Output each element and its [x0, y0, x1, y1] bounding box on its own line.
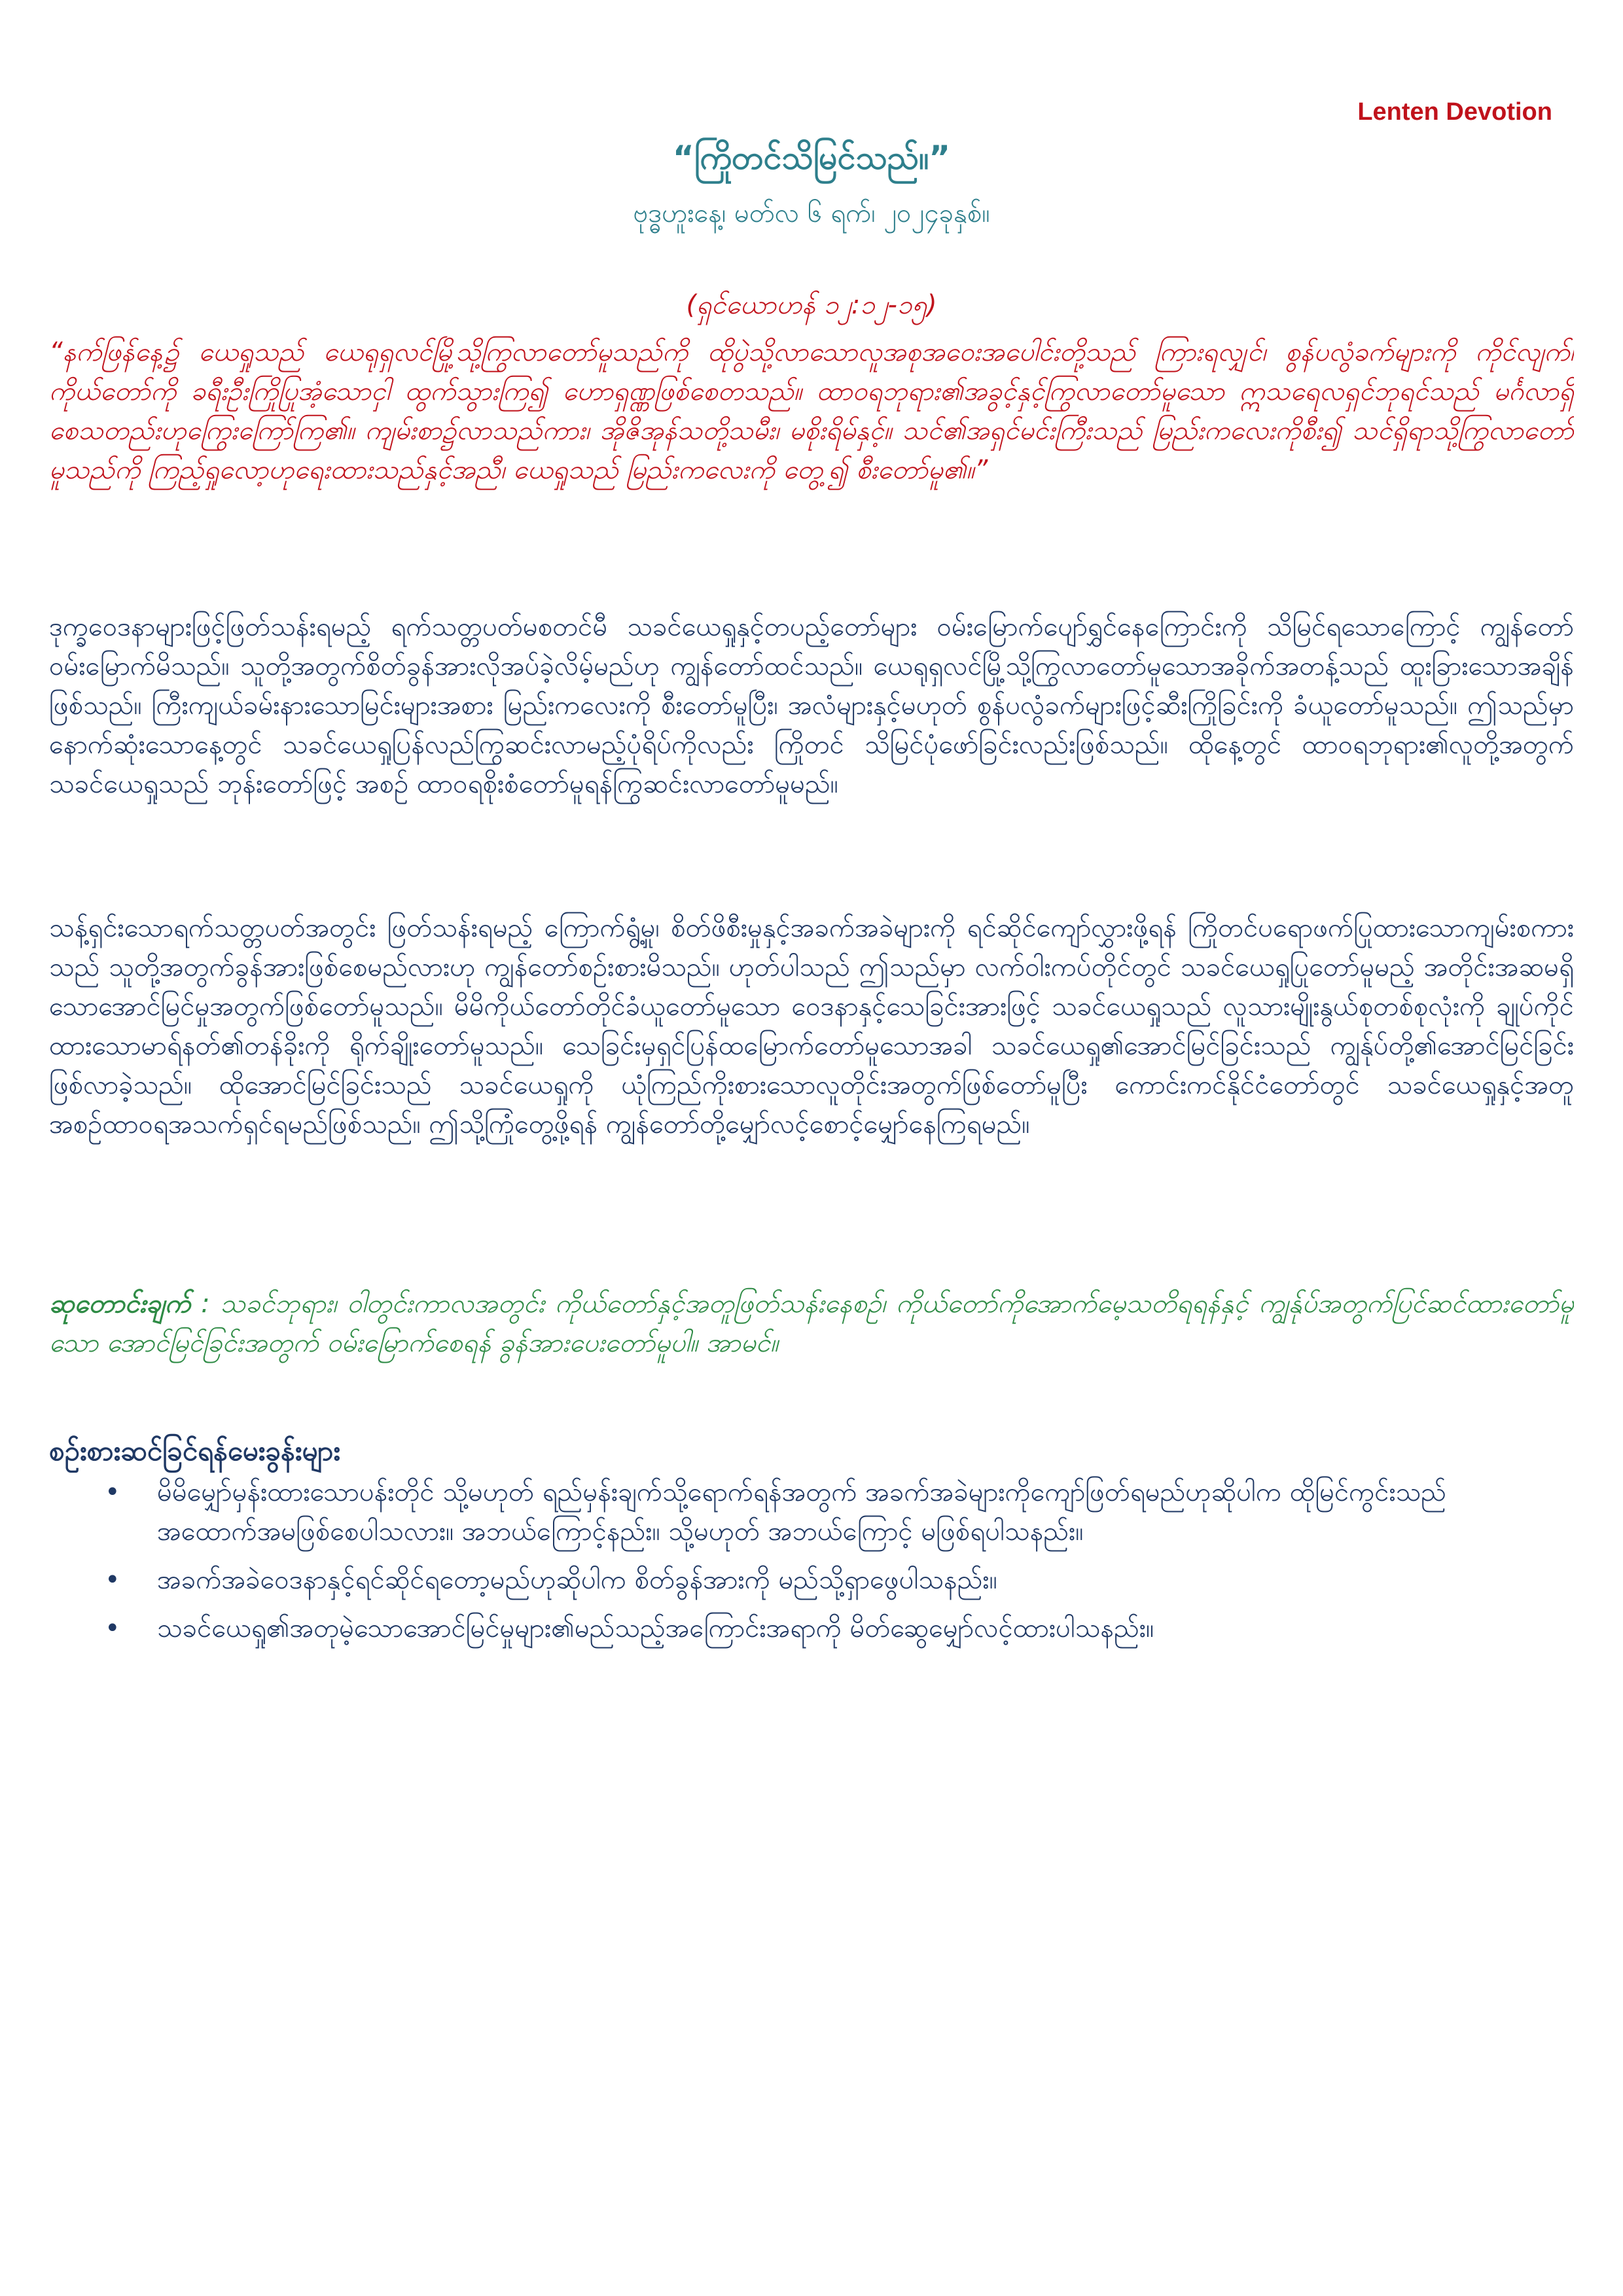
bullet-icon: • — [105, 1477, 120, 1507]
list-item — [105, 1473, 1574, 1551]
prayer-label: ဆုတောင်းချက် — [49, 1289, 191, 1319]
lenten-devotion-tag: Lenten Devotion — [1357, 98, 1552, 126]
prayer-separator: : — [190, 1289, 221, 1319]
body-paragraph-1: ဒုက္ခဝေဒနာများဖြင့်ဖြတ်သန်းရမည့် ရက်သတ္တပတ်မစတင်မီ သခင်ယေရှုနှင့်တပည့်တော်များ ဝမ်းမြောက်ပျော်ရွှင်နေကြောင်းကို သိမြင်ရသောကြောင့် ကျွန်တော်ဝမ်းမြောက်မိသည်။ သူတို့အတွက်စိတ်ခွန်အားလိုအပ်ခဲ့လိမ့်မည်ဟု ကျွန်တော်ထင်သည်။ ယေရုရှလင်မြို့သို့ကြွလာတော်မူသောအခိုက်အတန့်သည် ထူးခြားသောအချိန်ဖြစ်သည်။ ကြီးကျယ်ခမ်းနားသောမြင်းများအစား မြည်းကလေးကို စီးတော်မူပြီး၊ အလံများနှင့်မဟုတ် စွန်ပလွံခက်များဖြင့်ဆီးကြိုခြင်းကို ခံယူတော်မူသည်။ ဤသည်မှာ နောက်ဆုံးသောနေ့တွင် သခင်ယေရှုပြန်လည်ကြွဆင်းလာမည့်ပုံရိပ်ကိုလည်း ကြိုတင် သိမြင်ပုံဖော်ခြင်းလည်းဖြစ်သည်။ ထိုနေ့တွင် ထာဝရဘုရား၏လူတို့အတွက် သခင်ယေရှုသည် ဘုန်းတော်ဖြင့် အစဉ် ထာဝရစိုးစံတော်မူရန်ကြွဆင်းလာတော်မူမည်။ — [49, 612, 1574, 799]
list-item — [105, 1560, 1574, 1600]
question-text: အခက်အခဲဝေဒနာနှင့်ရင်ဆိုင်ရတော့မည်ဟုဆိုပါက စိတ်ခွန်အားကို မည်သို့ရှာဖွေပါသနည်း။ — [157, 1565, 997, 1595]
scripture-text: “နက်ဖြန်နေ့၌ ယေရှုသည် ယေရုရှလင်မြို့သို့ကြွလာတော်မူသည်ကို ထိုပွဲသို့လာသောလူအစုအဝေးအပေါင်းတို့သည် ကြားရလျှင်၊ စွန်ပလွံခက်များကို ကိုင်လျက်၊ ကိုယ်တော်ကို ခရီးဦးကြိုပြုအံ့သောငှါ ထွက်သွားကြ၍ ဟောရှဏ္ဏဖြစ်စေတသည်။ ထာဝရဘုရား၏အခွင့်နှင့်ကြွလာတော်မူသော ဣသရေလရှင်ဘုရင်သည် မင်္ဂလာရှိစေသတည်းဟုကြွေးကြော်ကြ၏။ ကျမ်းစာ၌လာသည်ကား၊ အိုဇိအုန်သတို့သမီး၊ မစိုးရိမ်နှင့်။ သင်၏အရှင်မင်းကြီးသည် မြည်းကလေးကိုစီး၍ သင်ရှိရာသို့ကြွလာတော်မူသည်ကို ကြည့်ရှုလော့ဟုရေးထားသည်နှင့်အညီ၊ ယေရှုသည် မြည်းကလေးကို တွေ့၍ စီးတော်မူ၏။” — [49, 337, 1574, 485]
questions-heading: စဉ်းစားဆင်ခြင်ရန်မေးခွန်းများ — [49, 1435, 340, 1467]
question-text: မိမိမျှော်မှန်းထားသောပန်းတိုင် သို့မဟုတ် ရည်မှန်းချက်သို့ရောက်ရန်အတွက် အခက်အခဲများကိုကျော်ဖြတ်ရမည်ဟုဆိုပါက ထိုမြင်ကွင်းသည် အထောက်အမဖြစ်စေပါသလား။ အဘယ်ကြောင့်နည်း။ သို့မဟုတ် အဘယ်ကြောင့် မဖြစ်ရပါသနည်း။ — [157, 1477, 1446, 1547]
scripture-reference: (ရှင်ယောဟန် ၁၂:၁၂-၁၅) — [686, 290, 937, 320]
date-line: ဗုဒ္ဓဟူးနေ့၊ မတ်လ ၆ ရက်၊ ၂၀၂၄ခုနှစ်။ — [633, 198, 990, 228]
page-title: “ကြိုတင်သိမြင်သည်။” — [672, 139, 951, 177]
questions-list — [105, 1473, 1574, 1657]
body-paragraph-2: သန့်ရှင်းသောရက်သတ္တပတ်အတွင်း ဖြတ်သန်းရမည့် ကြောက်ရွံ့မှု၊ စိတ်ဖိစီးမှုနှင့်အခက်အခဲများကို ရင်ဆိုင်ကျော်လွှားဖို့ရန် ကြိုတင်ပရောဖက်ပြုထားသောကျမ်းစကားသည် သူတို့အတွက်ခွန်အားဖြစ်စေမည်လားဟု ကျွန်တော်စဉ်းစားမိသည်။ ဟုတ်ပါသည် ဤသည်မှာ လက်ဝါးကပ်တိုင်တွင် သခင်ယေရှုပြုတော်မူမည့် အတိုင်းအဆမရှိသောအောင်မြင်မှုအတွက်ဖြစ်တော်မူသည်။ မိမိကိုယ်တော်တိုင်ခံယူတော်မူသော ဝေဒနာနှင့်သေခြင်းအားဖြင့် သခင်ယေရှုသည် လူသားမျိုးနွယ်စုတစ်စုလုံးကို ချုပ်ကိုင်ထားသောမာရ်နတ်၏တန်ခိုးကို ရိုက်ချိုးတော်မူသည်။ သေခြင်းမှရှင်ပြန်ထမြောက်တော်မူသောအခါ သခင်ယေရှု၏အောင်မြင်ခြင်းသည် ကျွန်ုပ်တို့၏အောင်မြင်ခြင်းဖြစ်လာခဲ့သည်။ ထိုအောင်မြင်ခြင်းသည် သခင်ယေရှုကို ယုံကြည်ကိုးစားသောလူတိုင်းအတွက်ဖြစ်တော်မူပြီး ကောင်းကင်နိုင်ငံတော်တွင် သခင်ယေရှုနှင့်အတူ အစဉ်ထာဝရအသက်ရှင်ရမည်ဖြစ်သည်။ ဤသို့ကြုံတွေ့ဖို့ရန် ကျွန်တော်တို့မျှော်လင့်စောင့်မျှော်နေကြရမည်။ — [49, 913, 1574, 1139]
prayer-text: သခင်ဘုရား၊ ဝါတွင်းကာလအတွင်း ကိုယ်တော်နှင့်အတူဖြတ်သန်းနေစဉ်၊ ကိုယ်တော်ကိုအောက်မေ့သတိရရန်နှင့် ကျွန်ုပ်အတွက်ပြင်ဆင်ထားတော်မူသော အောင်မြင်ခြင်းအတွက် ဝမ်းမြောက်စေရန် ခွန်အားပေးတော်မူပါ။ အာမင်။ — [49, 1289, 1574, 1358]
bullet-icon: • — [105, 1613, 120, 1643]
list-item — [105, 1609, 1574, 1648]
bullet-icon: • — [105, 1565, 120, 1595]
question-text: သခင်ယေရှု၏အတုမဲ့သောအောင်မြင်မှုများ၏မည်သည့်အကြောင်းအရာကို မိတ်ဆွေမျှော်လင့်ထားပါသနည်း။ — [157, 1613, 1154, 1643]
prayer-block — [49, 1284, 1574, 1369]
